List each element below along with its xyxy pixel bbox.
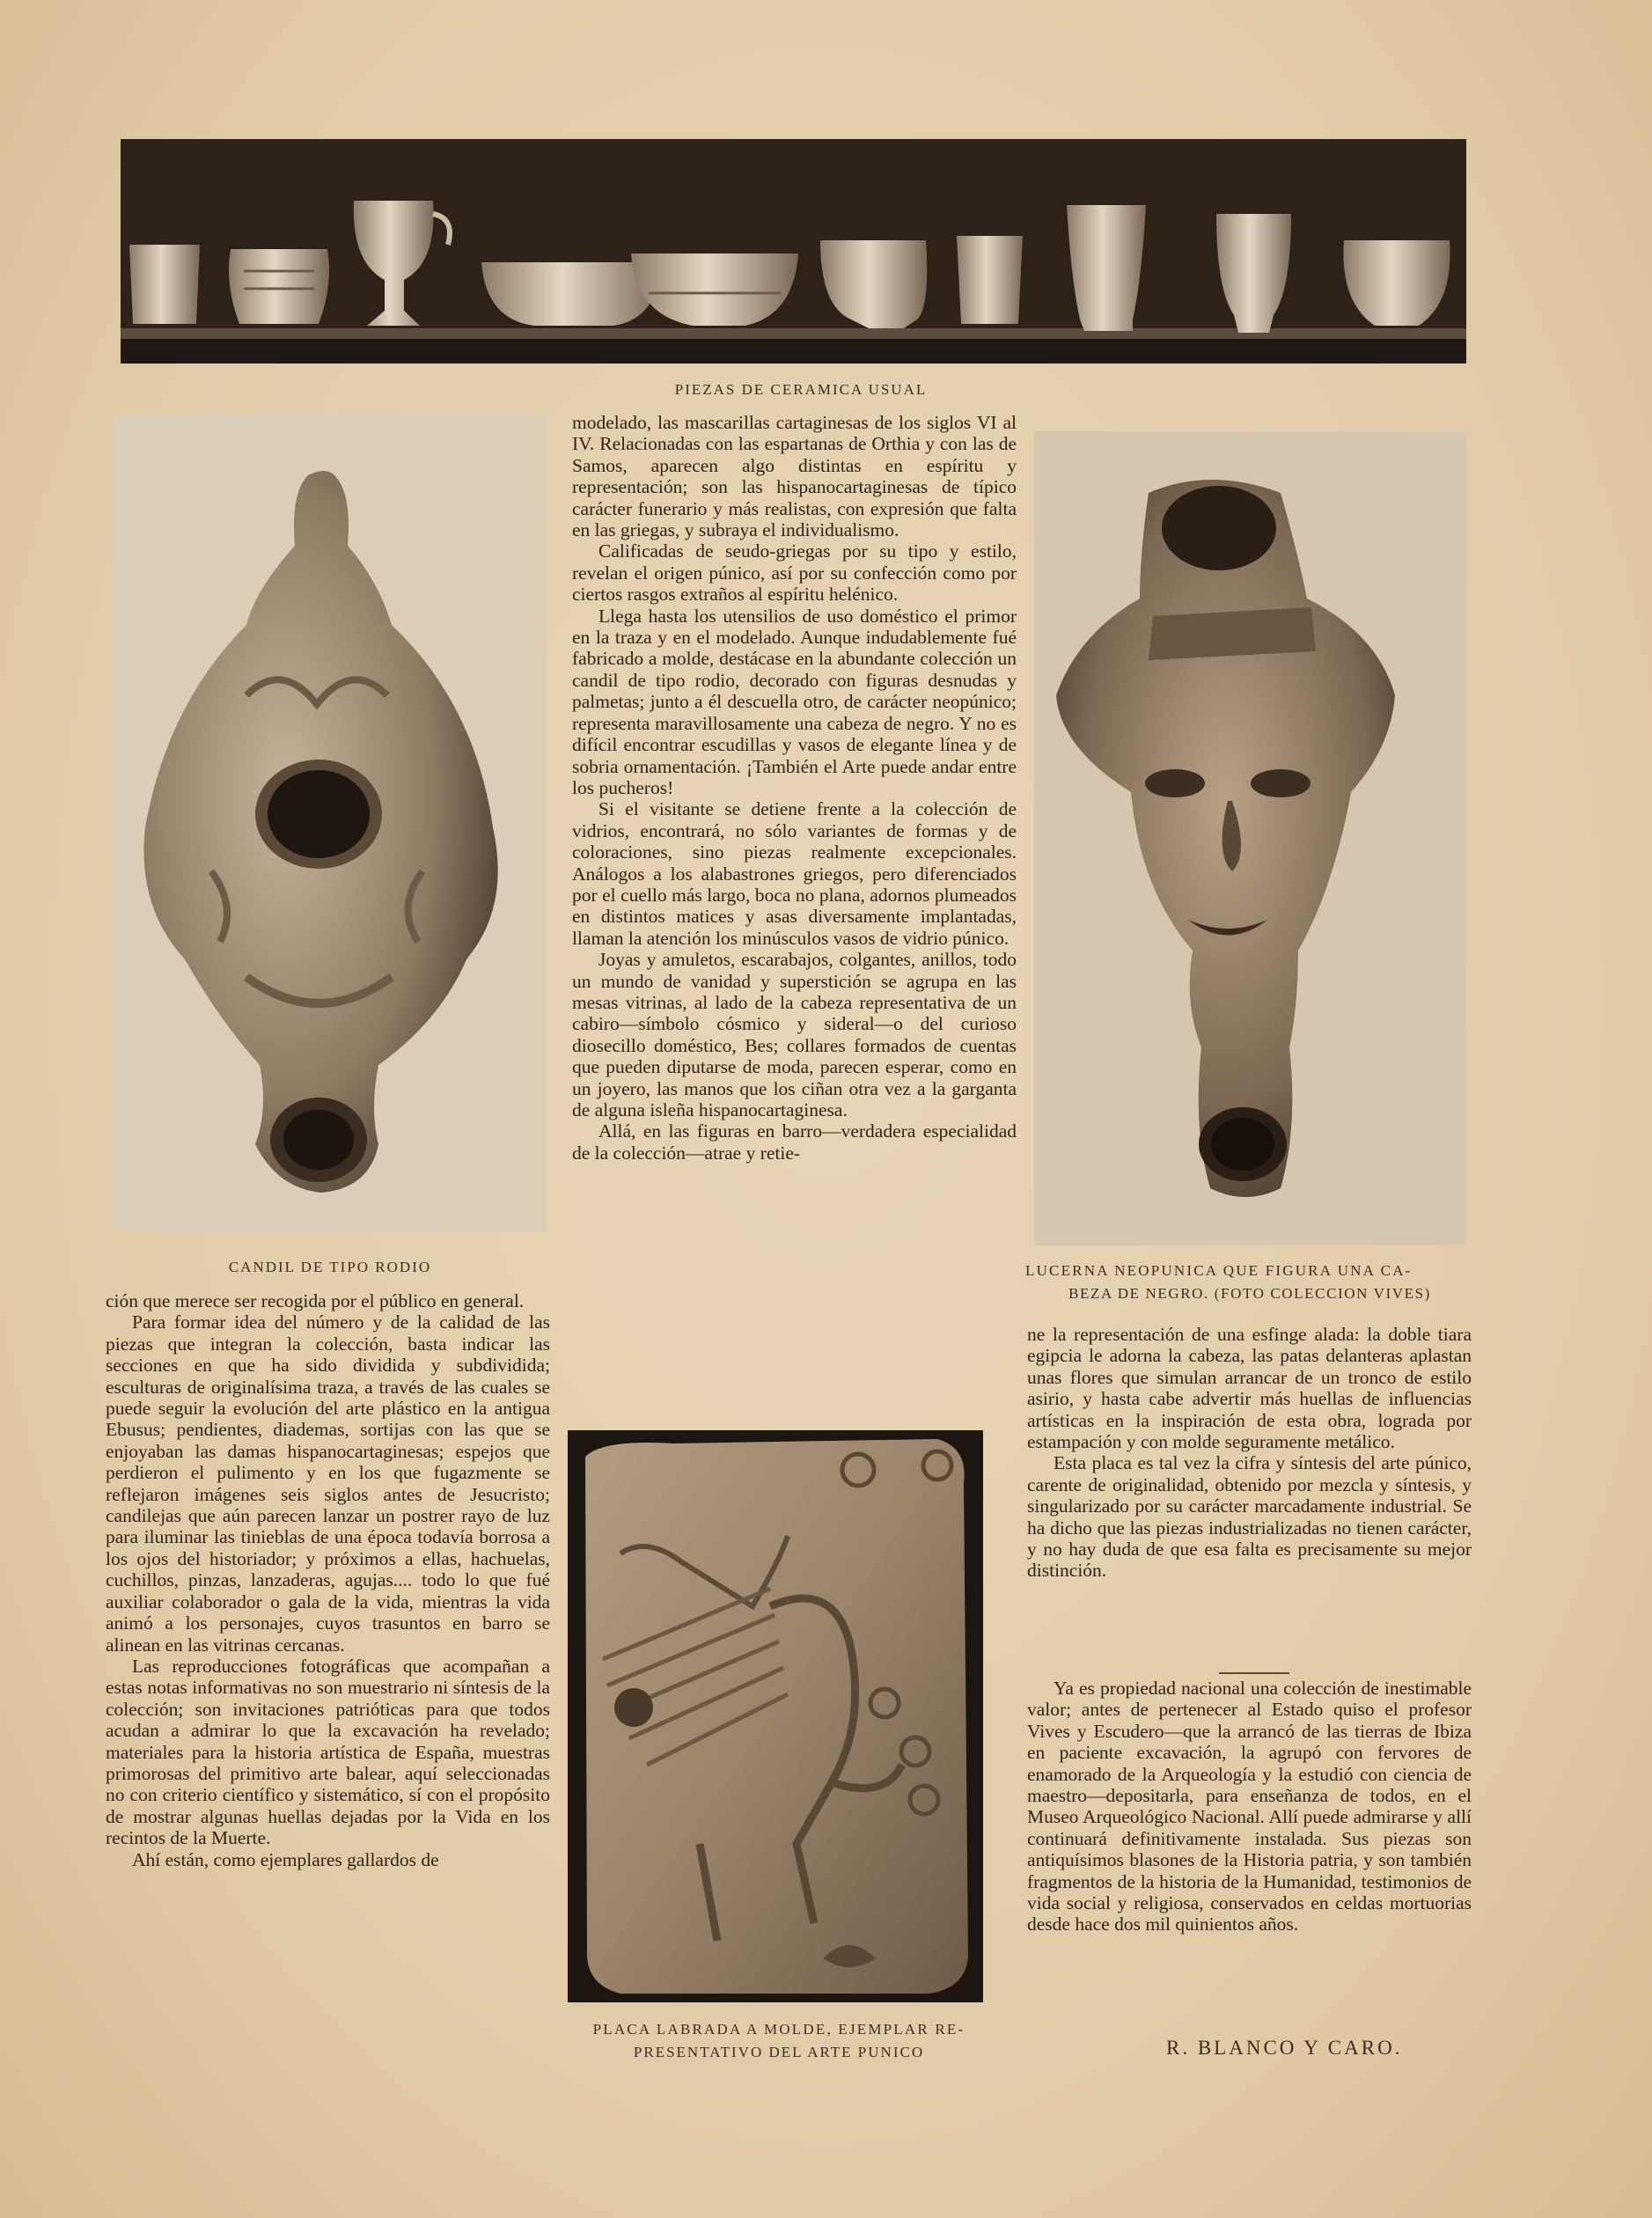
right-paragraph-3: Ya es propiedad nacional una colección de inestimable valor; antes de pertenecer al Estado quiso el profesor Vives y Escudero—que la arrancó de las tierras de Ibiza en paciente excavación, la agrupó con fervores de enamorado de la Arqueología y la estudió con ciencia de maestro—depositarla, para enseñanza de todos, en el Museo Arqueológico Nacional. Allí puede admirarse y allí continuará definitivamente instalada. Sus piezas son antiquísimos blasones de la Historia patria, y son también fragmentos de la historia de la Humanidad, testimonios de vida social y religiosa, conservados en celdas mortuorias desde hace dos mil quinientos años.: [1027, 1678, 1472, 1935]
sphinx-plaque-photo: [568, 1430, 983, 2002]
right-text-column-continued: [1027, 1678, 1472, 1935]
left-paragraph-2: Para formar idea del número y de la calidad de las piezas que integran la colección, basta indicar las secciones en que ha sido dividida y subdividida; esculturas de originalísima traza, a través de las cuales se puede seguir la evolución del arte plástico en la antigua Ebusus; pendientes, diademas, sortijas con las que se enjoyaban las damas hispanocartaginesas; espejos que perdieron el pulimento y en los que fugazmente se reflejaron imágenes seis siglos antes de Jesucristo; candilejas que aún parecen lanzar un postrer rayo de luz para iluminar las tinieblas de una época todavía borrosa a los ojos del historiador; y próximos a ellas, hachuelas, cuchillos, pinzas, lanzaderas, agujas.... todo lo que fué auxiliar colaborador o gala de la vida, mientras la vida animó a los personajes, cuyos trasuntos en barro se alinean en las vitrinas cercanas.: [106, 1311, 550, 1656]
sphinx-plaque-image: [568, 1430, 983, 2002]
neopunic-lamp-photo: [1034, 431, 1465, 1245]
ceramics-image: [121, 139, 1466, 364]
middle-paragraph-5: Joyas y amuletos, escarabajos, colgantes, anillos, todo un mundo de vanidad y superstición se agrupa en las mesas vitrinas, al lado de la cabeza representativa de un cabiro—símbolo cósmico y sideral—o del curioso diosecillo doméstico, Bes; collares formados de cuentas que pueden diputarse de moda, parecen esperar, como en un joyero, las manos que los ciñan otra vez a la garganta de alguna isleña hispanocartaginesa.: [572, 949, 1017, 1120]
rhodian-lamp-caption: CANDIL DE TIPO RODIO: [228, 1259, 432, 1275]
middle-paragraph-4: Si el visitante se detiene frente a la colección de vidrios, encontrará, no sólo variantes de formas y de coloraciones, sino piezas realmente excepcionales. Análogos a los alabastrones griegos, pero diferenciados por el cuello más largo, boca no plana, adornos plumeados en distintos matices y asas diversamente implantadas, llaman la atención los minúsculos vasos de vidrio púnico.: [572, 798, 1017, 949]
middle-paragraph-3: Llega hasta los utensilios de uso doméstico el primor en la traza y en el modelado. Aunque indudablemente fué fabricado a molde, destácase en la abundante colección un candil de tipo rodio, decorado con figuras desnudas y palmetas; junto a él descuella otro, de carácter neopúnico; representa maravillosamente una cabeza de negro. Y no es difícil encontrar escudillas y vasos de elegante línea y de sobria ornamentación. ¡También el Arte puede andar entre los pucheros!: [572, 605, 1017, 798]
lamp-image: [114, 414, 546, 1232]
middle-paragraph-2: Calificadas de seudo-griegas por su tipo y estilo, revelan el origen púnico, así por su confección como por ciertos rasgos extraños al espíritu helénico.: [572, 540, 1017, 606]
right-paragraph-2: Esta placa es tal vez la cifra y síntesis del arte púnico, carente de originalidad, obtenido por mezcla y síntesis, y singularizado por su carácter marcadamente industrial. Se ha dicho que las piezas industrializadas no tienen carácter, y no hay duda de que esa falta es precisamente su mejor distinción.: [1027, 1452, 1472, 1582]
negro-head-lamp-image: [1034, 431, 1465, 1245]
ceramics-caption: PIEZAS DE CERAMICA USUAL: [674, 381, 928, 398]
author-signature: R. BLANCO Y CARO.: [1166, 2037, 1403, 2059]
right-paragraph-1: ne la representación de una esfinge alada: la doble tiara egipcia le adorna la cabeza, las patas delanteras aplastan unas flores que simulan arrancar de un tronco de estilo asirio, y hasta cabe advertir más huellas de influencias artísticas en la inspiración de esta obra, lograda por estampación y con molde seguramente metálico.: [1027, 1324, 1472, 1453]
left-paragraph-1: ción que merece ser recogida por el público en general.: [106, 1290, 525, 1311]
sphinx-plaque-caption-line1: PLACA LABRADA A MOLDE, EJEMPLAR RE-: [592, 2021, 966, 2038]
ceramics-photo: [121, 139, 1466, 364]
right-text-column: [1027, 1324, 1472, 1582]
neopunic-lamp-caption-line2: BEZA DE NEGRO. (FOTO COLECCION VIVES): [1068, 1285, 1431, 1302]
left-paragraph-4: Ahí están, como ejemplares gallardos de: [132, 1848, 439, 1870]
middle-paragraph-6: Allá, en las figuras en barro—verdadera especialidad de la colección—atrae y retie-: [572, 1120, 1017, 1164]
rhodian-lamp-photo: [114, 414, 546, 1232]
middle-paragraph-1: modelado, las mascarillas cartaginesas de los siglos VI al IV. Relacionadas con las espartanas de Orthia y con las de Samos, aparecen algo distintas en espíritu y representación; son las hispanocartaginesas de típico carácter funerario y más realistas, con expresión que falta en las griegas, y subraya el individualismo.: [572, 412, 1017, 541]
left-paragraph-3: Las reproducciones fotográficas que acompañan a estas notas informativas no son muestrario ni síntesis de la colección; son invitaciones patrióticas para que todos acudan a admirar lo que la excavación ha revelado; materiales para la historia artística de España, muestras primorosas del primitivo arte balear, aquí seleccionadas no con criterio científico y sistemático, sí con el propósito de mostrar algunas huellas dejadas por la Vida en los recintos de la Muerte.: [106, 1655, 550, 1849]
sphinx-plaque-caption-line2: PRESENTATIVO DEL ARTE PUNICO: [633, 2044, 925, 2060]
section-divider: [1219, 1672, 1289, 1674]
neopunic-lamp-caption-line1: LUCERNA NEOPUNICA QUE FIGURA UNA CA-: [1025, 1262, 1413, 1279]
middle-text-column: [572, 412, 1017, 1164]
left-text-column: [106, 1290, 550, 1870]
